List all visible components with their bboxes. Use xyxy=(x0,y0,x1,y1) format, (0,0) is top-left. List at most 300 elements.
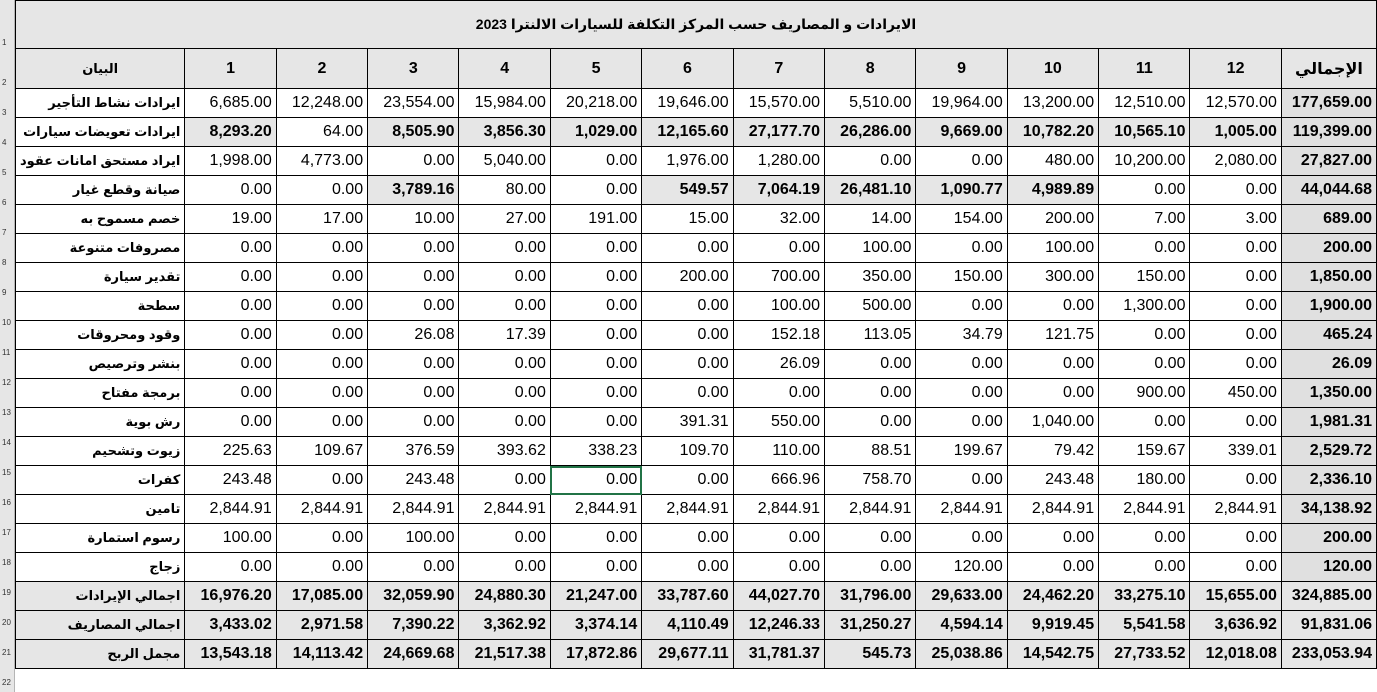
value-cell[interactable]: 1,090.77 xyxy=(916,176,1007,205)
value-cell[interactable]: 12,018.08 xyxy=(1190,640,1281,669)
row-number[interactable]: 13 xyxy=(2,408,11,417)
row-number[interactable]: 15 xyxy=(2,468,11,477)
value-cell[interactable]: 24,669.68 xyxy=(368,640,459,669)
value-cell[interactable]: 339.01 xyxy=(1190,437,1281,466)
row-label-cell[interactable]: سطحة xyxy=(16,292,185,321)
row-number[interactable]: 4 xyxy=(2,138,7,147)
value-cell[interactable]: 0.00 xyxy=(459,263,550,292)
value-cell[interactable]: 758.70 xyxy=(824,466,915,495)
value-cell[interactable]: 0.00 xyxy=(550,350,641,379)
value-cell[interactable]: 0.00 xyxy=(733,553,824,582)
value-cell[interactable]: 9,669.00 xyxy=(916,118,1007,147)
value-cell[interactable]: 154.00 xyxy=(916,205,1007,234)
value-cell[interactable]: 0.00 xyxy=(824,350,915,379)
value-cell[interactable]: 0.00 xyxy=(276,321,367,350)
value-cell[interactable]: 159.67 xyxy=(1099,437,1190,466)
value-cell[interactable]: 2,844.91 xyxy=(1099,495,1190,524)
value-cell[interactable]: 34.79 xyxy=(916,321,1007,350)
row-number[interactable]: 20 xyxy=(2,618,11,627)
row-total-cell[interactable]: 177,659.00 xyxy=(1281,89,1376,118)
row-total-cell[interactable]: 200.00 xyxy=(1281,524,1376,553)
value-cell[interactable]: 0.00 xyxy=(642,321,733,350)
value-cell[interactable]: 0.00 xyxy=(459,408,550,437)
value-cell[interactable]: 19,964.00 xyxy=(916,89,1007,118)
value-cell[interactable]: 0.00 xyxy=(276,234,367,263)
row-number[interactable]: 10 xyxy=(2,318,11,327)
value-cell[interactable]: 13,200.00 xyxy=(1007,89,1098,118)
value-cell[interactable]: 32.00 xyxy=(733,205,824,234)
value-cell[interactable]: 0.00 xyxy=(185,553,276,582)
value-cell[interactable]: 100.00 xyxy=(733,292,824,321)
value-cell[interactable]: 33,275.10 xyxy=(1099,582,1190,611)
value-cell[interactable]: 12,570.00 xyxy=(1190,89,1281,118)
value-cell[interactable]: 7.00 xyxy=(1099,205,1190,234)
value-cell[interactable]: 0.00 xyxy=(733,379,824,408)
value-cell[interactable]: 3,433.02 xyxy=(185,611,276,640)
row-label-cell[interactable]: ايرادات نشاط التأجير xyxy=(16,89,185,118)
row-number[interactable]: 8 xyxy=(2,258,7,267)
value-cell[interactable]: 64.00 xyxy=(276,118,367,147)
value-cell[interactable]: 23,554.00 xyxy=(368,89,459,118)
value-cell[interactable]: 450.00 xyxy=(1190,379,1281,408)
value-cell[interactable]: 393.62 xyxy=(459,437,550,466)
value-cell[interactable]: 0.00 xyxy=(550,408,641,437)
value-cell[interactable]: 0.00 xyxy=(185,176,276,205)
row-number[interactable]: 18 xyxy=(2,558,11,567)
value-cell[interactable]: 17,872.86 xyxy=(550,640,641,669)
value-cell[interactable]: 12,510.00 xyxy=(1099,89,1190,118)
header-month-cell[interactable]: 12 xyxy=(1190,49,1281,89)
value-cell[interactable]: 0.00 xyxy=(459,379,550,408)
value-cell[interactable]: 0.00 xyxy=(642,524,733,553)
value-cell[interactable]: 17.00 xyxy=(276,205,367,234)
row-label-cell[interactable]: زيوت وتشحيم xyxy=(16,437,185,466)
value-cell[interactable]: 26,286.00 xyxy=(824,118,915,147)
value-cell[interactable]: 0.00 xyxy=(550,466,641,495)
value-cell[interactable]: 0.00 xyxy=(916,234,1007,263)
value-cell[interactable]: 10,565.10 xyxy=(1099,118,1190,147)
value-cell[interactable]: 100.00 xyxy=(185,524,276,553)
row-number[interactable]: 14 xyxy=(2,438,11,447)
value-cell[interactable]: 2,971.58 xyxy=(276,611,367,640)
value-cell[interactable]: 9,919.45 xyxy=(1007,611,1098,640)
value-cell[interactable]: 4,594.14 xyxy=(916,611,1007,640)
value-cell[interactable]: 200.00 xyxy=(642,263,733,292)
row-total-cell[interactable]: 27,827.00 xyxy=(1281,147,1376,176)
value-cell[interactable]: 0.00 xyxy=(1099,408,1190,437)
value-cell[interactable]: 1,040.00 xyxy=(1007,408,1098,437)
value-cell[interactable]: 0.00 xyxy=(1190,408,1281,437)
row-label-cell[interactable]: ايرادات تعويضات سيارات xyxy=(16,118,185,147)
value-cell[interactable]: 16,976.20 xyxy=(185,582,276,611)
value-cell[interactable]: 0.00 xyxy=(550,379,641,408)
row-number[interactable]: 19 xyxy=(2,588,11,597)
header-month-cell[interactable]: 3 xyxy=(368,49,459,89)
value-cell[interactable]: 0.00 xyxy=(276,350,367,379)
value-cell[interactable]: 17,085.00 xyxy=(276,582,367,611)
value-cell[interactable]: 0.00 xyxy=(824,408,915,437)
value-cell[interactable]: 1,280.00 xyxy=(733,147,824,176)
row-total-cell[interactable]: 1,850.00 xyxy=(1281,263,1376,292)
value-cell[interactable]: 0.00 xyxy=(550,263,641,292)
header-month-cell[interactable]: 10 xyxy=(1007,49,1098,89)
value-cell[interactable]: 80.00 xyxy=(459,176,550,205)
value-cell[interactable]: 3,374.14 xyxy=(550,611,641,640)
header-total-cell[interactable]: الإجمالي xyxy=(1281,49,1376,89)
value-cell[interactable]: 15,655.00 xyxy=(1190,582,1281,611)
value-cell[interactable]: 2,080.00 xyxy=(1190,147,1281,176)
row-number[interactable]: 16 xyxy=(2,498,11,507)
row-total-cell[interactable]: 1,350.00 xyxy=(1281,379,1376,408)
value-cell[interactable]: 0.00 xyxy=(824,147,915,176)
value-cell[interactable]: 243.48 xyxy=(185,466,276,495)
value-cell[interactable]: 19,646.00 xyxy=(642,89,733,118)
value-cell[interactable]: 243.48 xyxy=(1007,466,1098,495)
row-total-cell[interactable]: 324,885.00 xyxy=(1281,582,1376,611)
value-cell[interactable]: 100.00 xyxy=(824,234,915,263)
header-month-cell[interactable]: 4 xyxy=(459,49,550,89)
row-total-cell[interactable]: 465.24 xyxy=(1281,321,1376,350)
value-cell[interactable]: 152.18 xyxy=(733,321,824,350)
row-label-cell[interactable]: برمجة مفتاح xyxy=(16,379,185,408)
value-cell[interactable]: 3,856.30 xyxy=(459,118,550,147)
row-label-cell[interactable]: اجمالي الإيرادات xyxy=(16,582,185,611)
value-cell[interactable]: 5,510.00 xyxy=(824,89,915,118)
value-cell[interactable]: 27,177.70 xyxy=(733,118,824,147)
value-cell[interactable]: 0.00 xyxy=(642,350,733,379)
row-label-cell[interactable]: رش بوية xyxy=(16,408,185,437)
value-cell[interactable]: 3,789.16 xyxy=(368,176,459,205)
value-cell[interactable]: 0.00 xyxy=(916,524,1007,553)
row-total-cell[interactable]: 2,336.10 xyxy=(1281,466,1376,495)
value-cell[interactable]: 10,200.00 xyxy=(1099,147,1190,176)
row-total-cell[interactable]: 119,399.00 xyxy=(1281,118,1376,147)
value-cell[interactable]: 0.00 xyxy=(185,234,276,263)
value-cell[interactable]: 0.00 xyxy=(368,553,459,582)
value-cell[interactable]: 0.00 xyxy=(185,263,276,292)
value-cell[interactable]: 2,844.91 xyxy=(185,495,276,524)
value-cell[interactable]: 6,685.00 xyxy=(185,89,276,118)
value-cell[interactable]: 0.00 xyxy=(550,147,641,176)
value-cell[interactable]: 0.00 xyxy=(459,524,550,553)
value-cell[interactable]: 7,064.19 xyxy=(733,176,824,205)
value-cell[interactable]: 1,976.00 xyxy=(642,147,733,176)
value-cell[interactable]: 0.00 xyxy=(1007,292,1098,321)
value-cell[interactable]: 14,113.42 xyxy=(276,640,367,669)
value-cell[interactable]: 0.00 xyxy=(185,292,276,321)
value-cell[interactable]: 0.00 xyxy=(916,292,1007,321)
value-cell[interactable]: 15,984.00 xyxy=(459,89,550,118)
value-cell[interactable]: 2,844.91 xyxy=(368,495,459,524)
value-cell[interactable]: 0.00 xyxy=(824,524,915,553)
value-cell[interactable]: 0.00 xyxy=(368,408,459,437)
value-cell[interactable]: 0.00 xyxy=(1099,350,1190,379)
value-cell[interactable]: 31,796.00 xyxy=(824,582,915,611)
value-cell[interactable]: 0.00 xyxy=(642,466,733,495)
value-cell[interactable]: 0.00 xyxy=(185,350,276,379)
value-cell[interactable]: 0.00 xyxy=(276,379,367,408)
value-cell[interactable]: 17.39 xyxy=(459,321,550,350)
value-cell[interactable]: 0.00 xyxy=(368,234,459,263)
value-cell[interactable]: 1,998.00 xyxy=(185,147,276,176)
row-label-cell[interactable]: زجاج xyxy=(16,553,185,582)
value-cell[interactable]: 0.00 xyxy=(1007,379,1098,408)
value-cell[interactable]: 0.00 xyxy=(368,263,459,292)
row-total-cell[interactable]: 200.00 xyxy=(1281,234,1376,263)
value-cell[interactable]: 0.00 xyxy=(642,379,733,408)
value-cell[interactable]: 21,517.38 xyxy=(459,640,550,669)
value-cell[interactable]: 0.00 xyxy=(1007,553,1098,582)
value-cell[interactable]: 12,248.00 xyxy=(276,89,367,118)
value-cell[interactable]: 27,733.52 xyxy=(1099,640,1190,669)
value-cell[interactable]: 0.00 xyxy=(185,379,276,408)
value-cell[interactable]: 0.00 xyxy=(733,234,824,263)
row-label-cell[interactable]: صيانة وقطع غيار xyxy=(16,176,185,205)
value-cell[interactable]: 0.00 xyxy=(1007,350,1098,379)
value-cell[interactable]: 14,542.75 xyxy=(1007,640,1098,669)
value-cell[interactable]: 545.73 xyxy=(824,640,915,669)
header-month-cell[interactable]: 6 xyxy=(642,49,733,89)
value-cell[interactable]: 31,781.37 xyxy=(733,640,824,669)
value-cell[interactable]: 0.00 xyxy=(550,553,641,582)
value-cell[interactable]: 0.00 xyxy=(1099,234,1190,263)
value-cell[interactable]: 0.00 xyxy=(368,350,459,379)
value-cell[interactable]: 2,844.91 xyxy=(550,495,641,524)
value-cell[interactable]: 14.00 xyxy=(824,205,915,234)
row-number[interactable]: 2 xyxy=(2,78,7,87)
value-cell[interactable]: 150.00 xyxy=(916,263,1007,292)
header-month-cell[interactable]: 5 xyxy=(550,49,641,89)
value-cell[interactable]: 376.59 xyxy=(368,437,459,466)
value-cell[interactable]: 0.00 xyxy=(642,553,733,582)
value-cell[interactable]: 0.00 xyxy=(276,263,367,292)
value-cell[interactable]: 5,040.00 xyxy=(459,147,550,176)
value-cell[interactable]: 0.00 xyxy=(1190,321,1281,350)
row-number[interactable]: 5 xyxy=(2,168,7,177)
value-cell[interactable]: 27.00 xyxy=(459,205,550,234)
header-month-cell[interactable]: 11 xyxy=(1099,49,1190,89)
value-cell[interactable]: 0.00 xyxy=(1099,321,1190,350)
value-cell[interactable]: 0.00 xyxy=(916,147,1007,176)
value-cell[interactable]: 29,633.00 xyxy=(916,582,1007,611)
value-cell[interactable]: 700.00 xyxy=(733,263,824,292)
value-cell[interactable]: 0.00 xyxy=(368,292,459,321)
header-month-cell[interactable]: 2 xyxy=(276,49,367,89)
value-cell[interactable]: 0.00 xyxy=(276,292,367,321)
header-month-cell[interactable]: 9 xyxy=(916,49,1007,89)
value-cell[interactable]: 32,059.90 xyxy=(368,582,459,611)
row-label-cell[interactable]: خصم مسموح به xyxy=(16,205,185,234)
value-cell[interactable]: 0.00 xyxy=(459,466,550,495)
value-cell[interactable]: 88.51 xyxy=(824,437,915,466)
value-cell[interactable]: 7,390.22 xyxy=(368,611,459,640)
row-label-cell[interactable]: وقود ومحروقات xyxy=(16,321,185,350)
row-label-cell[interactable]: بنشر وترصيص xyxy=(16,350,185,379)
row-label-cell[interactable]: تامين xyxy=(16,495,185,524)
value-cell[interactable]: 20,218.00 xyxy=(550,89,641,118)
header-month-cell[interactable]: 7 xyxy=(733,49,824,89)
value-cell[interactable]: 79.42 xyxy=(1007,437,1098,466)
value-cell[interactable]: 0.00 xyxy=(276,408,367,437)
value-cell[interactable]: 0.00 xyxy=(459,553,550,582)
value-cell[interactable]: 2,844.91 xyxy=(1190,495,1281,524)
value-cell[interactable]: 0.00 xyxy=(276,176,367,205)
value-cell[interactable]: 3,636.92 xyxy=(1190,611,1281,640)
value-cell[interactable]: 900.00 xyxy=(1099,379,1190,408)
row-number[interactable]: 21 xyxy=(2,648,11,657)
value-cell[interactable]: 0.00 xyxy=(824,379,915,408)
value-cell[interactable]: 120.00 xyxy=(916,553,1007,582)
value-cell[interactable]: 338.23 xyxy=(550,437,641,466)
value-cell[interactable]: 0.00 xyxy=(1099,176,1190,205)
value-cell[interactable]: 0.00 xyxy=(1007,524,1098,553)
value-cell[interactable]: 0.00 xyxy=(1190,263,1281,292)
value-cell[interactable]: 2,844.91 xyxy=(459,495,550,524)
row-total-cell[interactable]: 233,053.94 xyxy=(1281,640,1376,669)
value-cell[interactable]: 10,782.20 xyxy=(1007,118,1098,147)
value-cell[interactable]: 150.00 xyxy=(1099,263,1190,292)
value-cell[interactable]: 0.00 xyxy=(1190,553,1281,582)
value-cell[interactable]: 2,844.91 xyxy=(642,495,733,524)
value-cell[interactable]: 3.00 xyxy=(1190,205,1281,234)
value-cell[interactable]: 21,247.00 xyxy=(550,582,641,611)
value-cell[interactable]: 5,541.58 xyxy=(1099,611,1190,640)
row-total-cell[interactable]: 689.00 xyxy=(1281,205,1376,234)
value-cell[interactable]: 0.00 xyxy=(916,466,1007,495)
row-label-cell[interactable]: مجمل الربح xyxy=(16,640,185,669)
value-cell[interactable]: 12,165.60 xyxy=(642,118,733,147)
value-cell[interactable]: 180.00 xyxy=(1099,466,1190,495)
row-total-cell[interactable]: 1,900.00 xyxy=(1281,292,1376,321)
value-cell[interactable]: 0.00 xyxy=(1099,553,1190,582)
header-month-cell[interactable]: 8 xyxy=(824,49,915,89)
value-cell[interactable]: 350.00 xyxy=(824,263,915,292)
value-cell[interactable]: 0.00 xyxy=(276,466,367,495)
value-cell[interactable]: 0.00 xyxy=(459,292,550,321)
value-cell[interactable]: 29,677.11 xyxy=(642,640,733,669)
value-cell[interactable]: 0.00 xyxy=(550,321,641,350)
row-total-cell[interactable]: 26.09 xyxy=(1281,350,1376,379)
row-label-cell[interactable]: مصروفات متنوعة xyxy=(16,234,185,263)
value-cell[interactable]: 0.00 xyxy=(1190,292,1281,321)
value-cell[interactable]: 4,989.89 xyxy=(1007,176,1098,205)
row-total-cell[interactable]: 34,138.92 xyxy=(1281,495,1376,524)
value-cell[interactable]: 550.00 xyxy=(733,408,824,437)
row-number[interactable]: 9 xyxy=(2,288,7,297)
value-cell[interactable]: 19.00 xyxy=(185,205,276,234)
value-cell[interactable]: 109.70 xyxy=(642,437,733,466)
value-cell[interactable]: 199.67 xyxy=(916,437,1007,466)
value-cell[interactable]: 24,880.30 xyxy=(459,582,550,611)
value-cell[interactable]: 2,844.91 xyxy=(276,495,367,524)
value-cell[interactable]: 24,462.20 xyxy=(1007,582,1098,611)
value-cell[interactable]: 121.75 xyxy=(1007,321,1098,350)
row-label-cell[interactable]: رسوم استمارة xyxy=(16,524,185,553)
value-cell[interactable]: 200.00 xyxy=(1007,205,1098,234)
value-cell[interactable]: 3,362.92 xyxy=(459,611,550,640)
row-number[interactable]: 1 xyxy=(2,38,7,47)
row-label-cell[interactable]: تقدير سيارة xyxy=(16,263,185,292)
value-cell[interactable]: 0.00 xyxy=(185,408,276,437)
value-cell[interactable]: 0.00 xyxy=(276,553,367,582)
value-cell[interactable]: 4,773.00 xyxy=(276,147,367,176)
value-cell[interactable]: 0.00 xyxy=(550,234,641,263)
value-cell[interactable]: 1,300.00 xyxy=(1099,292,1190,321)
value-cell[interactable]: 391.31 xyxy=(642,408,733,437)
value-cell[interactable]: 110.00 xyxy=(733,437,824,466)
header-month-cell[interactable]: 1 xyxy=(185,49,276,89)
value-cell[interactable]: 0.00 xyxy=(276,524,367,553)
value-cell[interactable]: 0.00 xyxy=(733,524,824,553)
row-number[interactable]: 12 xyxy=(2,378,11,387)
value-cell[interactable]: 0.00 xyxy=(368,379,459,408)
value-cell[interactable]: 8,293.20 xyxy=(185,118,276,147)
value-cell[interactable]: 0.00 xyxy=(642,292,733,321)
value-cell[interactable]: 15,570.00 xyxy=(733,89,824,118)
value-cell[interactable]: 1,029.00 xyxy=(550,118,641,147)
value-cell[interactable]: 225.63 xyxy=(185,437,276,466)
value-cell[interactable]: 0.00 xyxy=(1190,350,1281,379)
value-cell[interactable]: 109.67 xyxy=(276,437,367,466)
value-cell[interactable]: 0.00 xyxy=(459,350,550,379)
value-cell[interactable]: 300.00 xyxy=(1007,263,1098,292)
value-cell[interactable]: 0.00 xyxy=(916,379,1007,408)
value-cell[interactable]: 0.00 xyxy=(1190,234,1281,263)
value-cell[interactable]: 0.00 xyxy=(1190,466,1281,495)
value-cell[interactable]: 0.00 xyxy=(550,524,641,553)
value-cell[interactable]: 2,844.91 xyxy=(1007,495,1098,524)
report-title[interactable]: الايرادات و المصاريف حسب المركز التكلفة للسيارات الالنترا 2023 xyxy=(16,1,1377,49)
value-cell[interactable]: 12,246.33 xyxy=(733,611,824,640)
value-cell[interactable]: 0.00 xyxy=(550,176,641,205)
value-cell[interactable]: 0.00 xyxy=(916,350,1007,379)
row-label-cell[interactable]: ايراد مستحق امانات عقود xyxy=(16,147,185,176)
value-cell[interactable]: 191.00 xyxy=(550,205,641,234)
value-cell[interactable]: 26.08 xyxy=(368,321,459,350)
value-cell[interactable]: 100.00 xyxy=(1007,234,1098,263)
value-cell[interactable]: 10.00 xyxy=(368,205,459,234)
value-cell[interactable]: 0.00 xyxy=(1190,524,1281,553)
row-number[interactable]: 11 xyxy=(2,348,11,357)
row-number[interactable]: 17 xyxy=(2,528,11,537)
value-cell[interactable]: 500.00 xyxy=(824,292,915,321)
row-total-cell[interactable]: 2,529.72 xyxy=(1281,437,1376,466)
row-label-cell[interactable]: كفرات xyxy=(16,466,185,495)
value-cell[interactable]: 2,844.91 xyxy=(824,495,915,524)
value-cell[interactable]: 243.48 xyxy=(368,466,459,495)
value-cell[interactable]: 549.57 xyxy=(642,176,733,205)
value-cell[interactable]: 13,543.18 xyxy=(185,640,276,669)
value-cell[interactable]: 0.00 xyxy=(185,321,276,350)
value-cell[interactable]: 25,038.86 xyxy=(916,640,1007,669)
value-cell[interactable]: 113.05 xyxy=(824,321,915,350)
value-cell[interactable]: 0.00 xyxy=(459,234,550,263)
value-cell[interactable]: 0.00 xyxy=(1099,524,1190,553)
value-cell[interactable]: 0.00 xyxy=(1190,176,1281,205)
value-cell[interactable]: 0.00 xyxy=(824,553,915,582)
value-cell[interactable]: 31,250.27 xyxy=(824,611,915,640)
row-label-cell[interactable]: اجمالي المصاريف xyxy=(16,611,185,640)
value-cell[interactable]: 8,505.90 xyxy=(368,118,459,147)
value-cell[interactable]: 100.00 xyxy=(368,524,459,553)
value-cell[interactable]: 26,481.10 xyxy=(824,176,915,205)
row-number[interactable]: 3 xyxy=(2,108,7,117)
header-label-cell[interactable]: البيان xyxy=(16,49,185,89)
row-number[interactable]: 7 xyxy=(2,228,7,237)
value-cell[interactable]: 2,844.91 xyxy=(733,495,824,524)
row-total-cell[interactable]: 1,981.31 xyxy=(1281,408,1376,437)
row-total-cell[interactable]: 120.00 xyxy=(1281,553,1376,582)
